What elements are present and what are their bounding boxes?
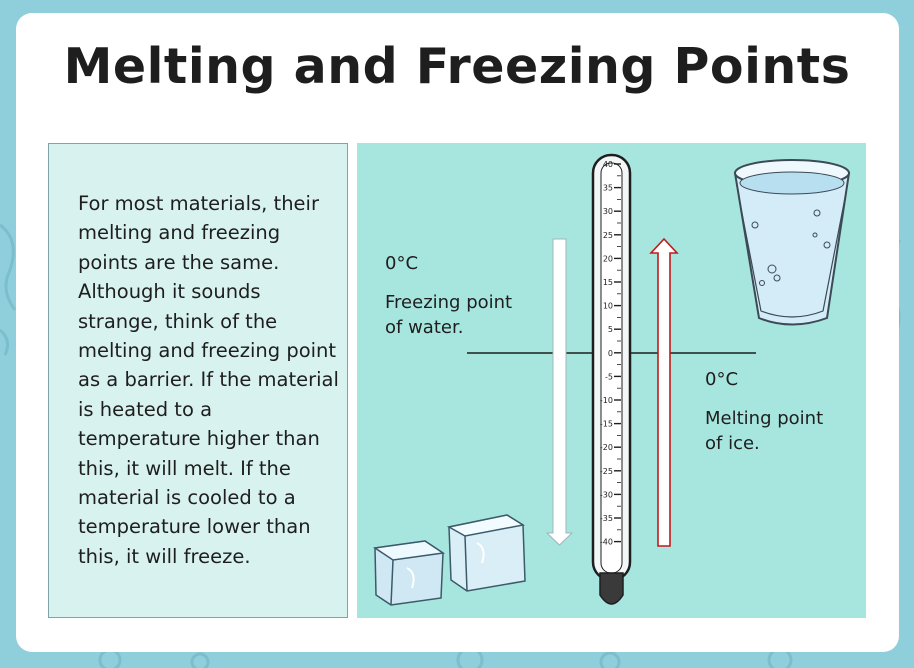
thermometer-tick-label: -25	[599, 466, 613, 476]
info-text: For most materials, their melting and freezing points are the same. Although it sounds strange, think of the melting and freezing point as a barrier. If the material is heated to a temperature higher than this, it will melt. If the material is cooled to a temperature lower than this, it will freeze.	[78, 192, 339, 568]
thermometer-tick-label: 30	[602, 207, 613, 217]
freezing-label-line2: of water.	[385, 317, 464, 338]
thermometer-tick-label: 20	[602, 254, 613, 264]
thermometer-tick-label: 0	[607, 348, 613, 358]
thermometer-tick-label: 10	[602, 301, 613, 311]
thermometer-tick-label: 15	[602, 278, 613, 287]
glass-of-water-icon	[735, 160, 849, 325]
melting-label-line1: Melting point	[705, 408, 824, 429]
freezing-temp: 0°C	[385, 253, 419, 274]
thermometer-tick-label: 40	[602, 160, 613, 169]
diagram-panel	[357, 143, 866, 618]
thermometer-tick-label: -20	[599, 443, 613, 453]
thermometer-tick-label: 5	[607, 325, 613, 335]
thermometer-tick-label: 25	[602, 230, 613, 240]
melting-label-line2: of ice.	[705, 433, 760, 454]
cooling-arrow-icon	[547, 239, 572, 545]
info-panel	[48, 143, 348, 618]
thermometer-tick-label: -5	[605, 372, 613, 382]
thermometer-tick-label: -35	[599, 514, 613, 523]
page-title: Melting and Freezing Points	[63, 38, 851, 95]
freezing-label-line1: Freezing point	[385, 292, 513, 313]
diagram-drawing	[357, 143, 866, 618]
thermometer-tick-label: -15	[599, 419, 613, 429]
ice-cubes-icon	[375, 515, 525, 605]
melting-temp: 0°C	[705, 369, 739, 390]
thermometer-tick-label: -30	[599, 490, 613, 500]
heating-arrow-icon	[651, 239, 677, 546]
thermometer-tick-label: -40	[599, 537, 613, 547]
thermometer-tick-label: -10	[599, 396, 613, 405]
thermometer-icon	[593, 155, 630, 604]
thermometer-tick-label: 35	[602, 183, 613, 193]
